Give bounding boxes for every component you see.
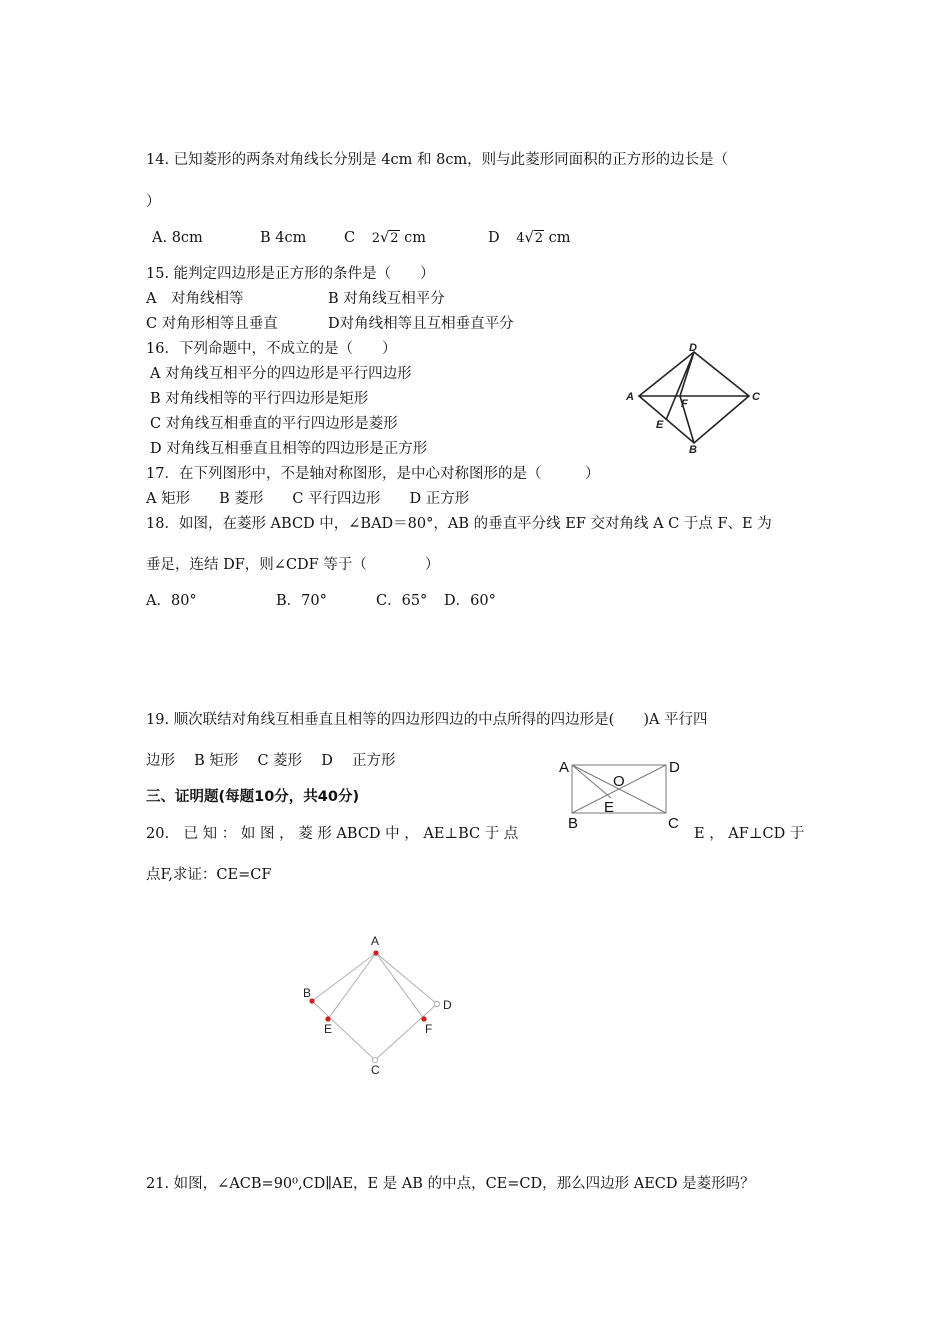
point-c — [372, 1057, 377, 1062]
q16-option-c: C 对角线互相垂直的平行四边形是菱形 — [150, 416, 398, 432]
q18-option-b: B．70° — [276, 593, 327, 609]
q14-stem-line2: ） — [146, 194, 161, 210]
label-f: F — [681, 398, 688, 410]
q14-option-c-unit: cm — [404, 230, 427, 246]
label-d: D — [669, 759, 680, 776]
label-a: A — [559, 759, 570, 776]
label-b: B — [689, 444, 697, 455]
label-e: E — [656, 419, 664, 431]
q14-option-c — [344, 231, 426, 246]
label-c: C — [371, 1063, 380, 1076]
q18-stem-line2: 垂足，连结 DF，则∠CDF 等于（ ） — [146, 557, 440, 573]
q17-options: A 矩形 B 菱形 C 平行四边形 D 正方形 — [146, 491, 470, 507]
q14-option-d — [488, 231, 571, 246]
label-c: C — [668, 815, 679, 828]
q15-option-a: A 对角线相等 — [146, 291, 244, 307]
label-b: B — [568, 815, 579, 828]
q16-option-b: B 对角线相等的平行四边形是矩形 — [150, 391, 369, 407]
q14-option-c-radicand: 2 — [390, 231, 399, 246]
label-a: A — [626, 391, 634, 403]
sqrt-icon: √ — [380, 230, 390, 246]
sqrt-icon: √ — [524, 230, 534, 246]
q14-option-a: A. 8cm — [152, 230, 203, 246]
label-c: C — [752, 391, 760, 403]
label-d: D — [689, 342, 697, 354]
proof-figure-rhombus — [298, 930, 468, 1076]
label-o: O — [613, 773, 625, 790]
point-d — [434, 1001, 439, 1006]
q18-stem-line1: 18．如图，在菱形 ABCD 中，∠BAD＝80°，AB 的垂直平分线 EF 交对角线 A C 于点 F、E 为 — [146, 516, 772, 532]
q19-stem-line1: 19. 顺次联结对角线互相垂直且相等的四边形四边的中点所得的四边形是( )A 平行四 — [146, 712, 708, 728]
q17-stem: 17．在下列图形中，不是轴对称图形，是中心对称图形的是（ ） — [146, 466, 600, 482]
q18-option-a: A．80° — [146, 593, 197, 609]
q15-stem: 15. 能判定四边形是正方形的条件是（ ） — [146, 266, 435, 282]
q18-option-c: C．65° — [376, 593, 428, 609]
label-e: E — [604, 799, 615, 816]
q20-stem-line1-right: E ， AF⊥CD 于 — [694, 826, 805, 842]
rhombus-figure — [624, 340, 769, 455]
q14-option-d-unit: cm — [548, 230, 571, 246]
section-three-title: 三、证明题(每题10分，共40分) — [146, 789, 360, 805]
q14-option-c-label: C — [344, 230, 356, 246]
label-f: F — [425, 1022, 433, 1036]
label-a: A — [371, 934, 380, 948]
q14-stem-line1: 14. 已知菱形的两条对角线长分别是 4cm 和 8cm，则与此菱形同面积的正方形的边长是（ — [146, 152, 729, 168]
q14-option-c-coef: 2 — [371, 231, 380, 246]
q16-option-a: A 对角线互相平分的四边形是平行四边形 — [150, 366, 412, 382]
segment-ae — [328, 953, 376, 1019]
q15-option-d: D对角线相等且互相垂直平分 — [328, 316, 514, 332]
point-f — [421, 1016, 426, 1021]
rectangle-figure — [556, 756, 686, 828]
q18-option-d: D．60° — [444, 593, 496, 609]
q14-option-b: B 4cm — [260, 230, 307, 246]
q20-stem-line2: 点F,求证：CE=CF — [146, 867, 272, 883]
q20-stem-line1-left: 20. 已 知 ： 如 图 ， 菱 形 ABCD 中 ， AE⊥BC 于 点 — [146, 826, 519, 842]
q19-stem-line2: 边形 B 矩形 C 菱形 D 正方形 — [146, 753, 396, 769]
q15-option-b: B 对角线互相平分 — [328, 291, 445, 307]
q21-stem: 21. 如图，∠ACB=90⁰,CD∥AE，E 是 AB 的中点，CE=CD，那么四边形 AECD 是菱形吗？ — [146, 1176, 755, 1192]
q16-stem: 16．下列命题中，不成立的是（ ） — [146, 341, 397, 357]
rhombus-outline — [312, 953, 437, 1060]
q16-option-d: D 对角线互相垂直且相等的四边形是正方形 — [150, 441, 428, 457]
q14-option-d-coef: 4 — [516, 231, 525, 246]
segment-af — [376, 953, 424, 1019]
q15-option-c: C 对角形相等且垂直 — [146, 316, 278, 332]
point-a — [373, 950, 378, 955]
label-b: B — [303, 986, 312, 1000]
label-d: D — [443, 998, 452, 1012]
q14-option-d-label: D — [488, 230, 500, 246]
q14-option-d-radicand: 2 — [534, 231, 544, 246]
point-e — [325, 1016, 330, 1021]
label-e: E — [324, 1022, 333, 1036]
